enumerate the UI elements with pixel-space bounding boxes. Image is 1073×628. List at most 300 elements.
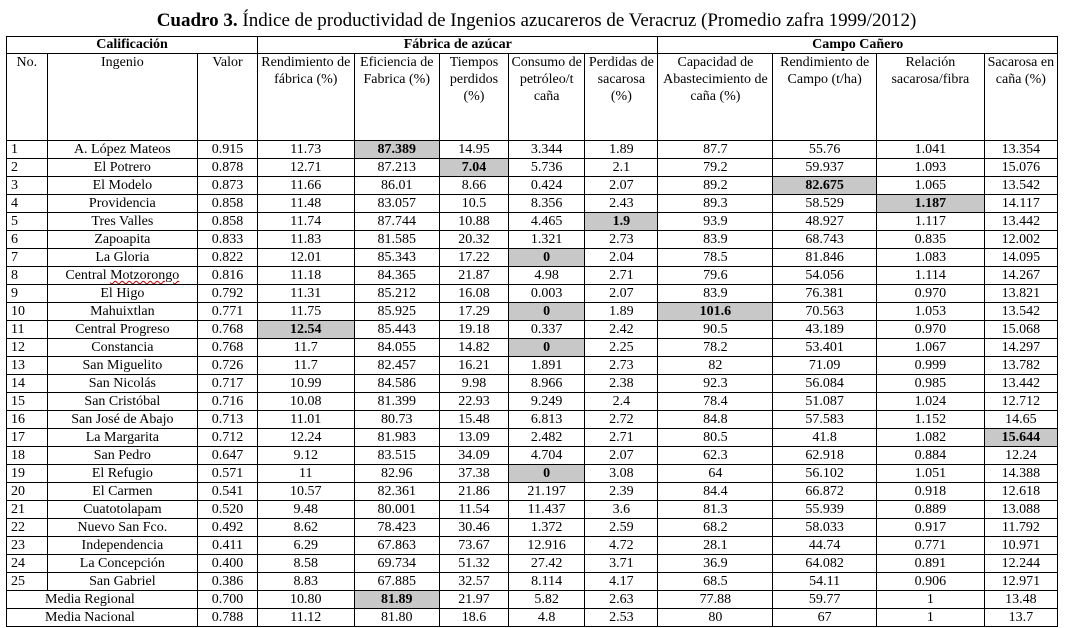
table-cell: 0.915 (198, 141, 258, 159)
mean-row (7, 591, 1058, 609)
table-row (7, 573, 1058, 591)
table-cell: 11.792 (984, 519, 1057, 537)
table-cell: 70.563 (773, 303, 877, 321)
table-cell: 58.529 (773, 195, 877, 213)
table-cell: 21.86 (439, 483, 508, 501)
table-cell: 0.712 (198, 429, 258, 447)
table-cell: 82 (658, 357, 773, 375)
table-cell: 21.197 (509, 483, 585, 501)
table-cell: 17.22 (439, 249, 508, 267)
ingenio-name: Providencia (47, 195, 197, 213)
table-cell: 1.041 (876, 141, 984, 159)
table-cell: 14.297 (984, 339, 1057, 357)
table-cell: 2.38 (585, 375, 658, 393)
table-cell: 10.08 (258, 393, 355, 411)
table-cell: 12.54 (258, 321, 355, 339)
table-cell: 21.87 (439, 267, 508, 285)
table-cell: 11 (258, 465, 355, 483)
table-cell: 0.970 (876, 285, 984, 303)
table-cell: 8.83 (258, 573, 355, 591)
table-cell: 1 (876, 609, 984, 627)
table-cell: 44.74 (773, 537, 877, 555)
column-header: Valor (198, 54, 258, 141)
table-cell: 11.7 (258, 339, 355, 357)
row-number: 23 (7, 537, 48, 555)
table-cell: 11.7 (258, 357, 355, 375)
table-cell: 0.792 (198, 285, 258, 303)
column-header: Sacarosa en caña (%) (984, 54, 1057, 141)
table-row (7, 357, 1058, 375)
table-cell: 0.400 (198, 555, 258, 573)
table-cell: 1.093 (876, 159, 984, 177)
table-row (7, 195, 1058, 213)
table-cell: 83.057 (354, 195, 439, 213)
table-cell: 56.084 (773, 375, 877, 393)
table-cell: 1.117 (876, 213, 984, 231)
productivity-table (6, 36, 1058, 627)
column-header: Perdidas de sacarosa (%) (585, 54, 658, 141)
table-cell: 81.89 (354, 591, 439, 609)
row-number: 11 (7, 321, 48, 339)
table-row (7, 519, 1058, 537)
table-cell: 14.65 (984, 411, 1057, 429)
table-cell: 0.985 (876, 375, 984, 393)
table-cell: 12.244 (984, 555, 1057, 573)
ingenio-name: La Margarita (47, 429, 197, 447)
table-cell: 11.18 (258, 267, 355, 285)
table-cell: 12.71 (258, 159, 355, 177)
table-cell: 57.583 (773, 411, 877, 429)
table-cell: 0.884 (876, 447, 984, 465)
table-row (7, 465, 1058, 483)
table-cell: 2.07 (585, 177, 658, 195)
table-cell: 0.771 (876, 537, 984, 555)
ingenio-name: Central Motzorongo (47, 267, 197, 285)
table-cell: 0 (509, 303, 585, 321)
row-number: 17 (7, 429, 48, 447)
table-cell: 1.082 (876, 429, 984, 447)
table-cell: 11.66 (258, 177, 355, 195)
table-cell: 2.63 (585, 591, 658, 609)
column-header: Consumo de petróleo/t caña (509, 54, 585, 141)
table-cell: 2.07 (585, 447, 658, 465)
table-cell: 86.01 (354, 177, 439, 195)
table-row (7, 447, 1058, 465)
row-number: 6 (7, 231, 48, 249)
table-cell: 51.087 (773, 393, 877, 411)
table-cell: 0.717 (198, 375, 258, 393)
table-cell: 0.833 (198, 231, 258, 249)
table-cell: 7.04 (439, 159, 508, 177)
table-cell: 84.055 (354, 339, 439, 357)
table-cell: 80.73 (354, 411, 439, 429)
table-row (7, 339, 1058, 357)
table-cell: 67.863 (354, 537, 439, 555)
table-body (7, 141, 1058, 627)
table-cell: 13.088 (984, 501, 1057, 519)
row-number: 9 (7, 285, 48, 303)
column-header: Relación sacarosa/fibra (876, 54, 984, 141)
table-cell: 0.918 (876, 483, 984, 501)
column-header: Tiempos perdidos (%) (439, 54, 508, 141)
table-cell: 2.04 (585, 249, 658, 267)
table-cell: 89.3 (658, 195, 773, 213)
ingenio-name: San José de Abajo (47, 411, 197, 429)
table-cell: 83.9 (658, 231, 773, 249)
table-cell: 4.72 (585, 537, 658, 555)
table-cell: 2.482 (509, 429, 585, 447)
table-cell: 30.46 (439, 519, 508, 537)
ingenio-name: Tres Valles (47, 213, 197, 231)
ingenio-name: La Gloria (47, 249, 197, 267)
table-cell: 3.71 (585, 555, 658, 573)
table-cell: 14.117 (984, 195, 1057, 213)
table-cell: 13.821 (984, 285, 1057, 303)
table-cell: 85.925 (354, 303, 439, 321)
table-cell: 0.571 (198, 465, 258, 483)
table-cell: 12.618 (984, 483, 1057, 501)
table-cell: 1.067 (876, 339, 984, 357)
table-row (7, 555, 1058, 573)
table-cell: 82.361 (354, 483, 439, 501)
table-cell: 11.01 (258, 411, 355, 429)
table-cell: 83.9 (658, 285, 773, 303)
table-cell: 15.076 (984, 159, 1057, 177)
table-cell: 10.57 (258, 483, 355, 501)
table-cell: 13.354 (984, 141, 1057, 159)
table-cell: 13.09 (439, 429, 508, 447)
table-cell: 11.73 (258, 141, 355, 159)
ingenio-name: El Modelo (47, 177, 197, 195)
table-cell: 8.66 (439, 177, 508, 195)
caption-text: Índice de productividad de Ingenios azucareros de Veracruz (Promedio zafra 1999/2012) (237, 10, 917, 31)
table-cell: 81.585 (354, 231, 439, 249)
table-cell: 12.24 (984, 447, 1057, 465)
caption-number: Cuadro 3. (156, 10, 238, 31)
table-cell: 0.541 (198, 483, 258, 501)
table-cell: 0.917 (876, 519, 984, 537)
table-cell: 21.97 (439, 591, 508, 609)
table-cell: 0.788 (198, 609, 258, 627)
table-cell: 2.07 (585, 285, 658, 303)
table-cell: 5.82 (509, 591, 585, 609)
table-cell: 10.88 (439, 213, 508, 231)
mean-label: Media Regional (7, 591, 198, 609)
table-cell: 6.813 (509, 411, 585, 429)
table-cell: 14.95 (439, 141, 508, 159)
table-cell: 2.43 (585, 195, 658, 213)
table-cell: 78.2 (658, 339, 773, 357)
table-cell: 82.675 (773, 177, 877, 195)
table-row (7, 285, 1058, 303)
table-row (7, 231, 1058, 249)
table-cell: 9.48 (258, 501, 355, 519)
ingenio-name: El Refugio (47, 465, 197, 483)
table-cell: 1.891 (509, 357, 585, 375)
table-cell: 0.411 (198, 537, 258, 555)
table-cell: 8.114 (509, 573, 585, 591)
row-number: 20 (7, 483, 48, 501)
table-cell: 4.17 (585, 573, 658, 591)
table-cell: 14.095 (984, 249, 1057, 267)
table-cell: 11.83 (258, 231, 355, 249)
table-cell: 1.024 (876, 393, 984, 411)
row-number: 3 (7, 177, 48, 195)
table-cell: 43.189 (773, 321, 877, 339)
row-number: 8 (7, 267, 48, 285)
table-cell: 0.822 (198, 249, 258, 267)
table-cell: 2.1 (585, 159, 658, 177)
table-row (7, 501, 1058, 519)
table-cell: 58.033 (773, 519, 877, 537)
ingenio-name: La Concepción (47, 555, 197, 573)
row-number: 1 (7, 141, 48, 159)
table-cell: 1.321 (509, 231, 585, 249)
table-cell: 84.586 (354, 375, 439, 393)
table-cell: 1.89 (585, 303, 658, 321)
table-cell: 1.152 (876, 411, 984, 429)
table-cell: 55.76 (773, 141, 877, 159)
row-number: 5 (7, 213, 48, 231)
table-cell: 9.98 (439, 375, 508, 393)
table-cell: 2.73 (585, 231, 658, 249)
table-cell: 54.11 (773, 573, 877, 591)
ingenio-name: San Miguelito (47, 357, 197, 375)
column-header: Rendimiento de fábrica (%) (258, 54, 355, 141)
table-cell: 0.647 (198, 447, 258, 465)
table-cell: 92.3 (658, 375, 773, 393)
table-cell: 1.083 (876, 249, 984, 267)
ingenio-name: Central Progreso (47, 321, 197, 339)
column-header: Rendimiento de Campo (t/ha) (773, 54, 877, 141)
table-cell: 85.212 (354, 285, 439, 303)
table-cell: 90.5 (658, 321, 773, 339)
table-cell: 68.5 (658, 573, 773, 591)
table-cell: 0.999 (876, 357, 984, 375)
table-cell: 82.457 (354, 357, 439, 375)
table-cell: 18.6 (439, 609, 508, 627)
row-number: 15 (7, 393, 48, 411)
table-cell: 82.96 (354, 465, 439, 483)
table-row (7, 177, 1058, 195)
ingenio-name: San Nicolás (47, 375, 197, 393)
table-cell: 0.858 (198, 195, 258, 213)
mean-label: Media Nacional (7, 609, 198, 627)
row-number: 19 (7, 465, 48, 483)
row-number: 10 (7, 303, 48, 321)
group-campo: Campo Cañero (658, 37, 1058, 54)
table-cell: 56.102 (773, 465, 877, 483)
row-number: 14 (7, 375, 48, 393)
table-cell: 78.5 (658, 249, 773, 267)
table-cell: 73.67 (439, 537, 508, 555)
row-number: 7 (7, 249, 48, 267)
table-cell: 22.93 (439, 393, 508, 411)
table-cell: 3.6 (585, 501, 658, 519)
table-cell: 1.051 (876, 465, 984, 483)
table-cell: 12.01 (258, 249, 355, 267)
table-cell: 85.443 (354, 321, 439, 339)
table-cell: 0.768 (198, 339, 258, 357)
table-cell: 0.424 (509, 177, 585, 195)
table-cell: 34.09 (439, 447, 508, 465)
mean-row (7, 609, 1058, 627)
table-cell: 13.782 (984, 357, 1057, 375)
row-number: 16 (7, 411, 48, 429)
table-cell: 0.889 (876, 501, 984, 519)
table-row (7, 429, 1058, 447)
table-row (7, 249, 1058, 267)
table-cell: 13.7 (984, 609, 1057, 627)
table-cell: 62.918 (773, 447, 877, 465)
table-cell: 2.42 (585, 321, 658, 339)
table-row (7, 375, 1058, 393)
table-cell: 12.712 (984, 393, 1057, 411)
table-cell: 1.89 (585, 141, 658, 159)
table-cell: 1.9 (585, 213, 658, 231)
table-cell: 67 (773, 609, 877, 627)
table-row (7, 393, 1058, 411)
table-cell: 5.736 (509, 159, 585, 177)
table-row (7, 159, 1058, 177)
table-cell: 12.002 (984, 231, 1057, 249)
table-cell: 81.3 (658, 501, 773, 519)
table-cell: 48.927 (773, 213, 877, 231)
table-cell: 64 (658, 465, 773, 483)
table-cell: 1 (876, 591, 984, 609)
ingenio-name: Nuevo San Fco. (47, 519, 197, 537)
row-number: 21 (7, 501, 48, 519)
ingenio-name: Constancia (47, 339, 197, 357)
table-cell: 13.442 (984, 213, 1057, 231)
table-cell: 80.001 (354, 501, 439, 519)
table-cell: 84.365 (354, 267, 439, 285)
table-row (7, 303, 1058, 321)
table-cell: 79.2 (658, 159, 773, 177)
ingenio-name: Independencia (47, 537, 197, 555)
table-cell: 64.082 (773, 555, 877, 573)
table-cell: 79.6 (658, 267, 773, 285)
table-cell: 0.713 (198, 411, 258, 429)
table-cell: 2.59 (585, 519, 658, 537)
table-cell: 13.442 (984, 375, 1057, 393)
table-cell: 3.344 (509, 141, 585, 159)
table-row (7, 213, 1058, 231)
column-header: Capacidad de Abastecimiento de caña (%) (658, 54, 773, 141)
table-cell: 11.54 (439, 501, 508, 519)
row-number: 25 (7, 573, 48, 591)
table-cell: 77.88 (658, 591, 773, 609)
table-cell: 67.885 (354, 573, 439, 591)
table-cell: 10.99 (258, 375, 355, 393)
table-cell: 0.726 (198, 357, 258, 375)
table-cell: 10.971 (984, 537, 1057, 555)
table-cell: 17.29 (439, 303, 508, 321)
table-cell: 2.25 (585, 339, 658, 357)
table-cell: 55.939 (773, 501, 877, 519)
spellcheck-word: Motzorongo (110, 268, 180, 283)
ingenio-name: San Pedro (47, 447, 197, 465)
table-cell: 81.983 (354, 429, 439, 447)
table-cell: 16.08 (439, 285, 508, 303)
table-cell: 54.056 (773, 267, 877, 285)
table-cell: 37.38 (439, 465, 508, 483)
table-cell: 53.401 (773, 339, 877, 357)
ingenio-name: A. López Mateos (47, 141, 197, 159)
table-cell: 15.644 (984, 429, 1057, 447)
table-cell: 0.492 (198, 519, 258, 537)
table-cell: 2.71 (585, 429, 658, 447)
group-fabrica: Fábrica de azúcar (258, 37, 658, 54)
table-cell: 0.873 (198, 177, 258, 195)
table-cell: 81.399 (354, 393, 439, 411)
table-cell: 12.971 (984, 573, 1057, 591)
table-cell: 0.816 (198, 267, 258, 285)
row-number: 24 (7, 555, 48, 573)
table-cell: 8.62 (258, 519, 355, 537)
table-cell: 9.249 (509, 393, 585, 411)
table-cell: 78.4 (658, 393, 773, 411)
table-cell: 1.114 (876, 267, 984, 285)
row-number: 18 (7, 447, 48, 465)
column-header: No. (7, 54, 48, 141)
group-header-row (7, 37, 1058, 54)
table-row (7, 483, 1058, 501)
ingenio-name: Zapoapita (47, 231, 197, 249)
table-cell: 4.704 (509, 447, 585, 465)
table-cell: 6.29 (258, 537, 355, 555)
table-cell: 83.515 (354, 447, 439, 465)
table-row (7, 321, 1058, 339)
table-cell: 11.75 (258, 303, 355, 321)
row-number: 13 (7, 357, 48, 375)
table-row (7, 537, 1058, 555)
column-header-row (7, 54, 1058, 141)
table-cell: 81.80 (354, 609, 439, 627)
table-cell: 93.9 (658, 213, 773, 231)
table-cell: 15.48 (439, 411, 508, 429)
table-cell: 32.57 (439, 573, 508, 591)
table-cell: 4.98 (509, 267, 585, 285)
table-cell: 10.80 (258, 591, 355, 609)
row-number: 2 (7, 159, 48, 177)
table-cell: 19.18 (439, 321, 508, 339)
ingenio-name: El Carmen (47, 483, 197, 501)
table-cell: 71.09 (773, 357, 877, 375)
table-cell: 41.8 (773, 429, 877, 447)
table-cell: 27.42 (509, 555, 585, 573)
table-cell: 10.5 (439, 195, 508, 213)
table-cell: 13.542 (984, 303, 1057, 321)
table-cell: 14.82 (439, 339, 508, 357)
table-cell: 59.937 (773, 159, 877, 177)
table-cell: 11.437 (509, 501, 585, 519)
table-cell: 59.77 (773, 591, 877, 609)
table-cell: 4.465 (509, 213, 585, 231)
table-cell: 16.21 (439, 357, 508, 375)
table-cell: 20.32 (439, 231, 508, 249)
table-cell: 0.700 (198, 591, 258, 609)
table-cell: 0 (509, 339, 585, 357)
table-cell: 87.389 (354, 141, 439, 159)
table-cell: 11.31 (258, 285, 355, 303)
table-cell: 0.858 (198, 213, 258, 231)
ingenio-name: Mahuixtlan (47, 303, 197, 321)
table-cell: 9.12 (258, 447, 355, 465)
table-cell: 101.6 (658, 303, 773, 321)
table-cell: 2.73 (585, 357, 658, 375)
table-cell: 1.065 (876, 177, 984, 195)
